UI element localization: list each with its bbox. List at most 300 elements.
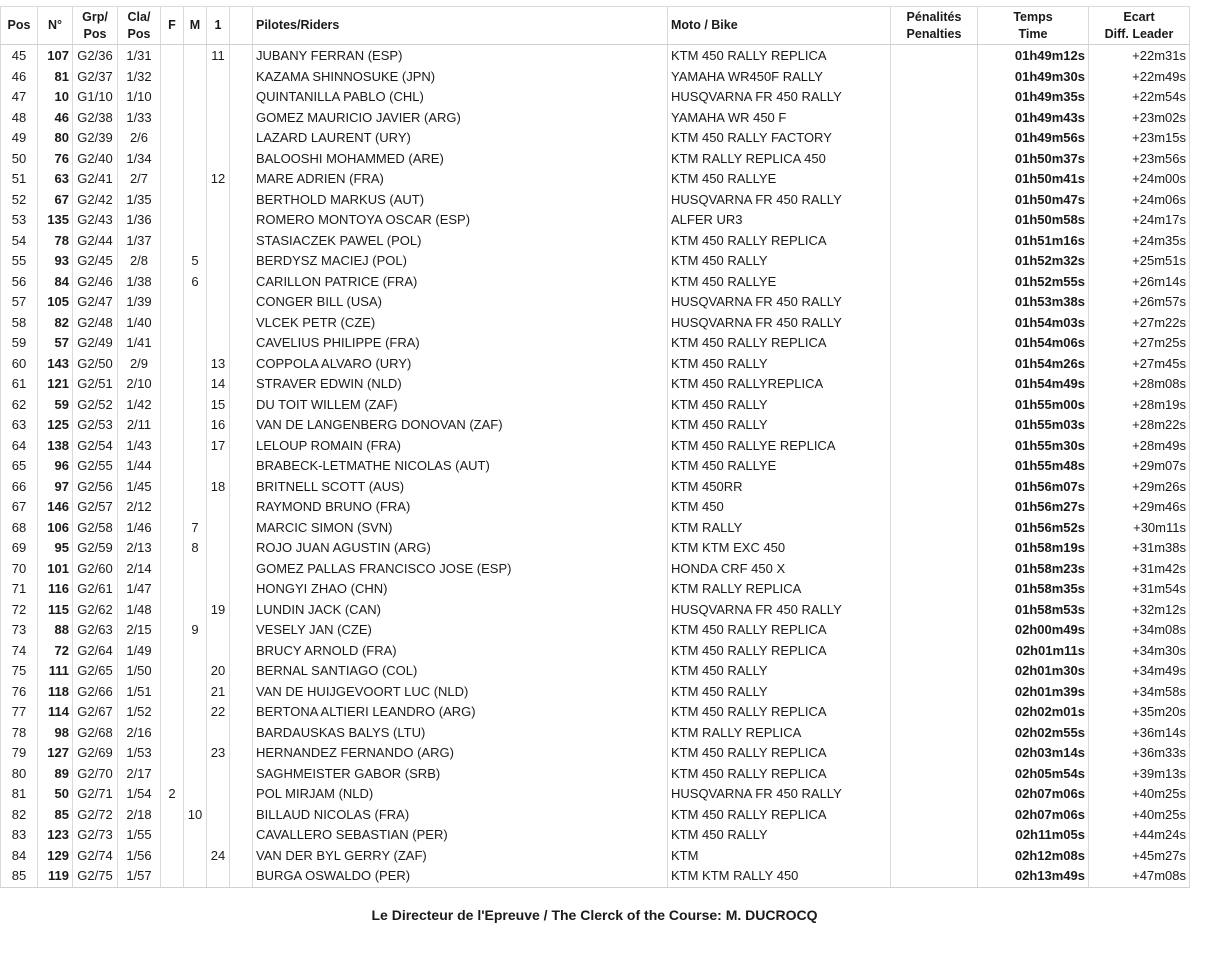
diff-leader-cell: +31m42s [1089,559,1190,580]
diff-leader-cell: +40m25s [1089,805,1190,826]
one-count-cell [207,272,230,293]
f-count-cell [161,333,184,354]
group-pos-cell: G2/57 [73,497,118,518]
rider-number-cell: 10 [38,87,73,108]
bike-cell: HUSQVARNA FR 450 RALLY [668,313,891,334]
time-cell: 01h52m32s [978,251,1089,272]
m-count-cell [184,846,207,867]
time-cell: 01h58m23s [978,559,1089,580]
rider-number-cell: 138 [38,436,73,457]
one-count-cell [207,210,230,231]
class-pos-cell: 1/57 [118,866,161,887]
table-row [1,723,1190,744]
group-pos-cell: G2/56 [73,477,118,498]
bike-cell: KTM 450 RALLY [668,682,891,703]
diff-leader-cell: +34m30s [1089,641,1190,662]
time-cell: 02h02m55s [978,723,1089,744]
m-count-cell [184,313,207,334]
m-count-cell [184,149,207,170]
group-pos-cell: G2/48 [73,313,118,334]
rider-number-cell: 135 [38,210,73,231]
extra-cell [230,67,253,88]
extra-cell [230,292,253,313]
rider-name-cell: POL MIRJAM (NLD) [253,784,668,805]
table-row [1,190,1190,211]
rider-name-cell: BILLAUD NICOLAS (FRA) [253,805,668,826]
time-cell: 02h00m49s [978,620,1089,641]
f-count-cell [161,764,184,785]
position-cell: 61 [1,374,38,395]
penalties-cell [891,723,978,744]
class-pos-cell: 1/10 [118,87,161,108]
time-cell: 01h54m03s [978,313,1089,334]
extra-cell [230,641,253,662]
group-pos-cell: G2/52 [73,395,118,416]
m-count-cell [184,600,207,621]
one-count-cell: 11 [207,45,230,67]
diff-leader-cell: +40m25s [1089,784,1190,805]
diff-leader-cell: +29m07s [1089,456,1190,477]
rider-name-cell: MARCIC SIMON (SVN) [253,518,668,539]
class-pos-cell: 1/49 [118,641,161,662]
extra-cell [230,45,253,67]
f-count-cell [161,108,184,129]
extra-cell [230,149,253,170]
table-row [1,354,1190,375]
position-cell: 60 [1,354,38,375]
class-pos-cell: 1/47 [118,579,161,600]
f-count-cell [161,600,184,621]
rider-name-cell: GOMEZ MAURICIO JAVIER (ARG) [253,108,668,129]
group-pos-cell: G2/40 [73,149,118,170]
bike-cell: KTM 450 RALLYE [668,272,891,293]
group-pos-cell: G2/39 [73,128,118,149]
table-row [1,805,1190,826]
rider-number-cell: 80 [38,128,73,149]
rider-number-cell: 97 [38,477,73,498]
header-row [1,7,1190,45]
time-cell: 01h58m53s [978,600,1089,621]
header-number: N° [38,7,73,45]
bike-cell: KTM KTM RALLY 450 [668,866,891,887]
table-row [1,538,1190,559]
penalties-cell [891,764,978,785]
rider-number-cell: 76 [38,149,73,170]
rider-number-cell: 123 [38,825,73,846]
rider-name-cell: BARDAUSKAS BALYS (LTU) [253,723,668,744]
rider-number-cell: 96 [38,456,73,477]
penalties-cell [891,149,978,170]
class-pos-cell: 2/16 [118,723,161,744]
m-count-cell [184,497,207,518]
diff-leader-cell: +28m49s [1089,436,1190,457]
diff-leader-cell: +23m02s [1089,108,1190,129]
rider-number-cell: 95 [38,538,73,559]
position-cell: 65 [1,456,38,477]
penalties-cell [891,108,978,129]
diff-leader-cell: +28m08s [1089,374,1190,395]
f-count-cell [161,354,184,375]
extra-cell [230,436,253,457]
rider-number-cell: 101 [38,559,73,580]
extra-cell [230,333,253,354]
one-count-cell: 20 [207,661,230,682]
diff-leader-cell: +36m33s [1089,743,1190,764]
group-pos-cell: G2/54 [73,436,118,457]
rider-name-cell: STASIACZEK PAWEL (POL) [253,231,668,252]
class-pos-cell: 2/6 [118,128,161,149]
bike-cell: KTM 450 RALLY [668,661,891,682]
f-count-cell [161,45,184,67]
time-cell: 02h01m39s [978,682,1089,703]
diff-leader-cell: +24m17s [1089,210,1190,231]
diff-leader-cell: +26m14s [1089,272,1190,293]
table-row [1,600,1190,621]
group-pos-cell: G2/53 [73,415,118,436]
m-count-cell [184,87,207,108]
group-pos-cell: G2/72 [73,805,118,826]
one-count-cell [207,784,230,805]
time-cell: 01h54m06s [978,333,1089,354]
one-count-cell: 24 [207,846,230,867]
penalties-cell [891,210,978,231]
table-row [1,518,1190,539]
time-cell: 02h11m05s [978,825,1089,846]
diff-leader-cell: +22m54s [1089,87,1190,108]
extra-cell [230,559,253,580]
f-count-cell [161,723,184,744]
rider-name-cell: LAZARD LAURENT (URY) [253,128,668,149]
rider-name-cell: QUINTANILLA PABLO (CHL) [253,87,668,108]
extra-cell [230,764,253,785]
extra-cell [230,415,253,436]
group-pos-cell: G2/68 [73,723,118,744]
header-penalties: Pénalités Penalties [891,7,978,45]
time-cell: 02h01m11s [978,641,1089,662]
rider-number-cell: 114 [38,702,73,723]
extra-cell [230,497,253,518]
extra-cell [230,702,253,723]
extra-cell [230,538,253,559]
f-count-cell [161,497,184,518]
rider-number-cell: 59 [38,395,73,416]
penalties-cell [891,538,978,559]
class-pos-cell: 1/44 [118,456,161,477]
one-count-cell [207,67,230,88]
position-cell: 81 [1,784,38,805]
rider-number-cell: 143 [38,354,73,375]
rider-number-cell: 93 [38,251,73,272]
one-count-cell [207,108,230,129]
time-cell: 01h50m37s [978,149,1089,170]
class-pos-cell: 1/55 [118,825,161,846]
table-row [1,45,1190,67]
position-cell: 83 [1,825,38,846]
one-count-cell: 18 [207,477,230,498]
penalties-cell [891,231,978,252]
m-count-cell [184,374,207,395]
position-cell: 75 [1,661,38,682]
time-cell: 02h03m14s [978,743,1089,764]
f-count-cell [161,251,184,272]
time-cell: 01h49m30s [978,67,1089,88]
table-row [1,743,1190,764]
penalties-cell [891,661,978,682]
diff-leader-cell: +22m31s [1089,45,1190,67]
time-cell: 01h54m26s [978,354,1089,375]
penalties-cell [891,251,978,272]
group-pos-cell: G2/58 [73,518,118,539]
m-count-cell [184,395,207,416]
f-count-cell [161,436,184,457]
m-count-cell [184,292,207,313]
extra-cell [230,805,253,826]
f-count-cell [161,805,184,826]
m-count-cell [184,67,207,88]
header-f: F [161,7,184,45]
time-cell: 02h13m49s [978,866,1089,887]
one-count-cell [207,497,230,518]
diff-leader-cell: +29m46s [1089,497,1190,518]
diff-leader-cell: +31m38s [1089,538,1190,559]
time-cell: 01h55m00s [978,395,1089,416]
m-count-cell: 7 [184,518,207,539]
rider-number-cell: 63 [38,169,73,190]
rider-number-cell: 98 [38,723,73,744]
class-pos-cell: 1/48 [118,600,161,621]
rider-name-cell: STRAVER EDWIN (NLD) [253,374,668,395]
bike-cell: KTM 450 RALLY REPLICA [668,641,891,662]
group-pos-cell: G2/67 [73,702,118,723]
m-count-cell [184,128,207,149]
penalties-cell [891,805,978,826]
class-pos-cell: 2/9 [118,354,161,375]
class-pos-cell: 1/54 [118,784,161,805]
bike-cell: HUSQVARNA FR 450 RALLY [668,292,891,313]
f-count-cell: 2 [161,784,184,805]
group-pos-cell: G2/45 [73,251,118,272]
bike-cell: KTM [668,846,891,867]
diff-leader-cell: +39m13s [1089,764,1190,785]
f-count-cell [161,743,184,764]
penalties-cell [891,497,978,518]
class-pos-cell: 2/11 [118,415,161,436]
extra-cell [230,210,253,231]
bike-cell: KTM 450 RALLYE [668,456,891,477]
position-cell: 64 [1,436,38,457]
class-pos-cell: 2/17 [118,764,161,785]
m-count-cell [184,354,207,375]
rider-number-cell: 111 [38,661,73,682]
penalties-cell [891,600,978,621]
time-cell: 01h53m38s [978,292,1089,313]
time-cell: 01h49m56s [978,128,1089,149]
rider-name-cell: VAN DER BYL GERRY (ZAF) [253,846,668,867]
position-cell: 82 [1,805,38,826]
penalties-cell [891,682,978,703]
extra-cell [230,723,253,744]
f-count-cell [161,825,184,846]
one-count-cell [207,190,230,211]
position-cell: 72 [1,600,38,621]
f-count-cell [161,292,184,313]
position-cell: 56 [1,272,38,293]
group-pos-cell: G2/70 [73,764,118,785]
class-pos-cell: 1/35 [118,190,161,211]
f-count-cell [161,169,184,190]
group-pos-cell: G2/69 [73,743,118,764]
extra-cell [230,272,253,293]
header-group-pos: Grp/ Pos [73,7,118,45]
class-pos-cell: 1/45 [118,477,161,498]
time-cell: 01h56m27s [978,497,1089,518]
extra-cell [230,784,253,805]
class-pos-cell: 2/8 [118,251,161,272]
m-count-cell: 8 [184,538,207,559]
m-count-cell [184,641,207,662]
class-pos-cell: 2/14 [118,559,161,580]
penalties-cell [891,45,978,67]
time-cell: 01h49m43s [978,108,1089,129]
position-cell: 62 [1,395,38,416]
class-pos-cell: 1/43 [118,436,161,457]
rider-number-cell: 72 [38,641,73,662]
extra-cell [230,169,253,190]
class-pos-cell: 1/56 [118,846,161,867]
time-cell: 01h49m35s [978,87,1089,108]
diff-leader-cell: +34m08s [1089,620,1190,641]
class-pos-cell: 2/12 [118,497,161,518]
m-count-cell [184,477,207,498]
table-row [1,477,1190,498]
rider-name-cell: HONGYI ZHAO (CHN) [253,579,668,600]
diff-leader-cell: +27m22s [1089,313,1190,334]
one-count-cell: 22 [207,702,230,723]
time-cell: 02h02m01s [978,702,1089,723]
position-cell: 55 [1,251,38,272]
table-row [1,682,1190,703]
bike-cell: KTM 450 RALLY [668,415,891,436]
extra-cell [230,846,253,867]
group-pos-cell: G2/50 [73,354,118,375]
m-count-cell [184,784,207,805]
bike-cell: HUSQVARNA FR 450 RALLY [668,87,891,108]
header-riders: Pilotes/Riders [253,7,668,45]
bike-cell: KTM 450 RALLY REPLICA [668,620,891,641]
class-pos-cell: 2/13 [118,538,161,559]
time-cell: 02h12m08s [978,846,1089,867]
bike-cell: KTM RALLY REPLICA 450 [668,149,891,170]
diff-leader-cell: +27m45s [1089,354,1190,375]
bike-cell: KTM 450 RALLY [668,825,891,846]
position-cell: 45 [1,45,38,67]
m-count-cell [184,743,207,764]
rider-name-cell: ROJO JUAN AGUSTIN (ARG) [253,538,668,559]
f-count-cell [161,620,184,641]
group-pos-cell: G2/59 [73,538,118,559]
one-count-cell: 13 [207,354,230,375]
penalties-cell [891,743,978,764]
f-count-cell [161,559,184,580]
time-cell: 02h07m06s [978,784,1089,805]
table-row [1,149,1190,170]
group-pos-cell: G2/37 [73,67,118,88]
one-count-cell [207,641,230,662]
time-cell: 01h49m12s [978,45,1089,67]
diff-leader-cell: +24m06s [1089,190,1190,211]
table-row [1,169,1190,190]
class-pos-cell: 1/38 [118,272,161,293]
penalties-cell [891,190,978,211]
penalties-cell [891,825,978,846]
one-count-cell: 15 [207,395,230,416]
extra-cell [230,620,253,641]
diff-leader-cell: +22m49s [1089,67,1190,88]
one-count-cell: 16 [207,415,230,436]
rider-name-cell: MARE ADRIEN (FRA) [253,169,668,190]
m-count-cell [184,661,207,682]
group-pos-cell: G2/51 [73,374,118,395]
position-cell: 66 [1,477,38,498]
table-row [1,456,1190,477]
rider-name-cell: BRUCY ARNOLD (FRA) [253,641,668,662]
rider-number-cell: 105 [38,292,73,313]
penalties-cell [891,866,978,887]
bike-cell: ALFER UR3 [668,210,891,231]
table-row [1,620,1190,641]
m-count-cell: 9 [184,620,207,641]
table-row [1,436,1190,457]
extra-cell [230,251,253,272]
bike-cell: KTM 450 RALLYE REPLICA [668,436,891,457]
f-count-cell [161,313,184,334]
extra-cell [230,518,253,539]
table-row [1,846,1190,867]
f-count-cell [161,641,184,662]
class-pos-cell: 2/18 [118,805,161,826]
clerk-of-course-signature: Le Directeur de l'Epreuve / The Clerck of the Course: M. DUCROCQ [371,907,818,923]
time-cell: 01h58m35s [978,579,1089,600]
position-cell: 74 [1,641,38,662]
position-cell: 69 [1,538,38,559]
rider-name-cell: VESELY JAN (CZE) [253,620,668,641]
m-count-cell [184,559,207,580]
penalties-cell [891,436,978,457]
diff-leader-cell: +35m20s [1089,702,1190,723]
rider-name-cell: LUNDIN JACK (CAN) [253,600,668,621]
penalties-cell [891,354,978,375]
table-row [1,108,1190,129]
one-count-cell: 19 [207,600,230,621]
group-pos-cell: G2/44 [73,231,118,252]
f-count-cell [161,210,184,231]
bike-cell: KTM 450 RALLY REPLICA [668,743,891,764]
table-row [1,272,1190,293]
penalties-cell [891,374,978,395]
f-count-cell [161,272,184,293]
bike-cell: KTM 450 RALLYE [668,169,891,190]
extra-cell [230,108,253,129]
one-count-cell [207,313,230,334]
table-row [1,579,1190,600]
class-pos-cell: 2/10 [118,374,161,395]
m-count-cell [184,108,207,129]
class-pos-cell: 1/51 [118,682,161,703]
diff-leader-cell: +28m19s [1089,395,1190,416]
bike-cell: KTM 450 RALLY REPLICA [668,764,891,785]
m-count-cell [184,764,207,785]
rider-number-cell: 125 [38,415,73,436]
